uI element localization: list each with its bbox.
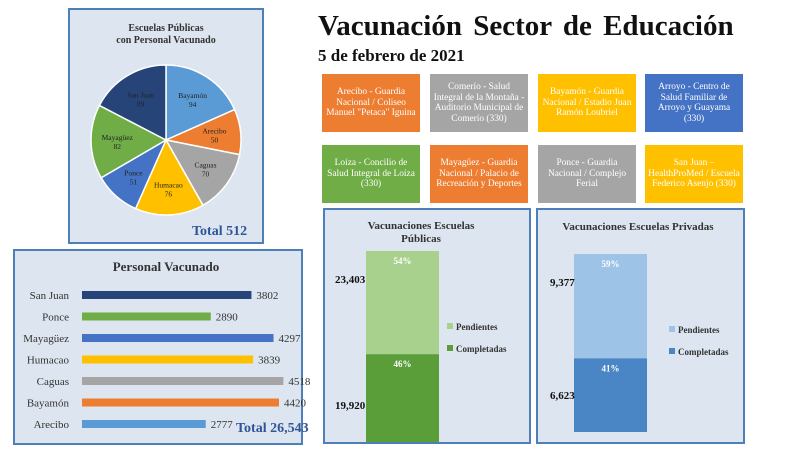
stack-value-label: 19,920 [335,400,366,412]
pie-title-line1: Escuelas Públicas [128,23,204,34]
hbar-category-label: Mayagüez [23,333,69,345]
site-label: Arroyo - Centro de Salud Familiar de Arroyo y Guayama (330) [657,82,731,124]
pie-slice-label: Caguas [194,160,217,170]
stack-percent-label: 41% [601,363,620,374]
site-box [430,145,528,203]
hbar-bar [82,399,279,407]
hbar-value-label: 4420 [283,397,306,410]
legend-swatch [447,323,453,329]
stack-percent-label: 59% [601,259,620,269]
legend-label: Completadas [678,347,729,357]
stack-publicas-title-2: Públicas [401,233,441,245]
pie-slice-value: 51 [129,177,138,187]
pie-slice-value: 70 [201,169,210,179]
site-label: Comerío - Salud Integral de la Montaña - Auditorio Municipal de Comerío (330) [433,82,525,124]
stack-value-label: 23,403 [335,274,366,286]
hbar-value-label: 4518 [288,376,311,388]
site-label: San Juan – HealthProMed / Escuela Federico Asenjo (330) [648,158,740,190]
pie-total: Total 512 [192,224,248,239]
legend-label: Pendientes [678,325,720,335]
hbar-bar [82,356,253,364]
pie-panel [68,8,264,244]
legend-label: Pendientes [456,322,498,332]
site-label: Arecibo - Guardia Nacional / Coliseo Manuel "Petaca" Iguina [326,87,416,119]
hbar-bar [82,334,273,342]
hbar-panel [13,249,311,445]
hbar-category-label: Arecibo [33,419,69,431]
stack-publicas-panel [323,208,531,444]
pie-title-line2: con Personal Vacunado [116,35,216,46]
legend-swatch [447,345,453,351]
stack-privadas-panel [536,208,745,444]
hbar-value-label: 4297 [278,333,301,345]
legend-swatch [669,326,675,332]
site-box [538,74,636,132]
pie-slice-label: Ponce [124,168,143,178]
hbar-title: Personal Vacunado [112,259,220,274]
hbar-bar [82,420,206,428]
hbar-total: Total 26,543 [236,421,309,436]
hbar-value-label: 3839 [258,354,281,367]
pie-slice-value: 82 [113,142,122,152]
stacked-chart-privadas [538,210,743,442]
pie-slice-value: 89 [136,99,145,109]
site-box [645,145,743,203]
hbar-category-label: Caguas [36,376,69,388]
site-label: Bayamón - Guardia Nacional / Estadio Juan Ramón Loubriel [542,87,632,119]
hbar-category-label: Humacao [26,354,69,367]
horizontal-bar-chart [15,251,311,443]
hbar-value-label: 3802 [256,290,279,302]
stack-value-label: 9,377 [550,277,575,289]
stack-publicas-title-1: Vacunaciones Escuelas [367,220,475,232]
hbar-value-label: 2777 [210,419,233,431]
pie-slice-value: 50 [210,135,219,145]
stack-percent-label: 46% [393,359,412,370]
pie-slice-value: 76 [164,189,173,199]
pie-slice-label: Mayagüez [101,133,133,143]
page-title: Vacunación Sector de Educación [318,10,734,42]
pie-slice-label: San Juan [127,90,155,100]
stack-segment-pendientes [574,254,647,358]
stack-privadas-title: Vacunaciones Escuelas Privadas [562,221,714,233]
legend-swatch [669,348,675,354]
site-box [538,145,636,203]
site-box [430,74,528,132]
hbar-value-label: 2890 [215,311,238,324]
stack-value-label: 6,623 [550,390,575,402]
pie-slice-label: Arecibo [202,126,227,136]
pie-slice-label: Bayamón [178,91,207,101]
legend-label: Completadas [456,344,507,354]
site-box [645,74,743,132]
site-box [322,145,420,203]
stack-segment-pendientes [366,251,439,354]
stack-percent-label: 54% [393,256,412,266]
stacked-chart-publicas [325,210,529,442]
pie-slice-value: 94 [188,100,197,110]
site-label: Ponce - Guardia Nacional / Complejo Ferial [547,158,627,190]
hbar-bar [82,313,211,321]
site-box [322,74,420,132]
pie-chart [70,10,262,242]
hbar-category-label: Bayamón [26,397,69,410]
pie-slice-label: Humacao [154,180,183,190]
page-date: 5 de febrero de 2021 [318,46,465,65]
hbar-category-label: San Juan [29,290,69,302]
hbar-bar [82,377,283,385]
site-label: Loíza - Concilio de Salud Integral de Loíza (330) [327,158,415,190]
site-label: Mayagüez - Guardia Nacional / Palacio de Recreación y Deportes [436,158,522,190]
hbar-bar [82,291,251,299]
hbar-category-label: Ponce [42,311,69,324]
